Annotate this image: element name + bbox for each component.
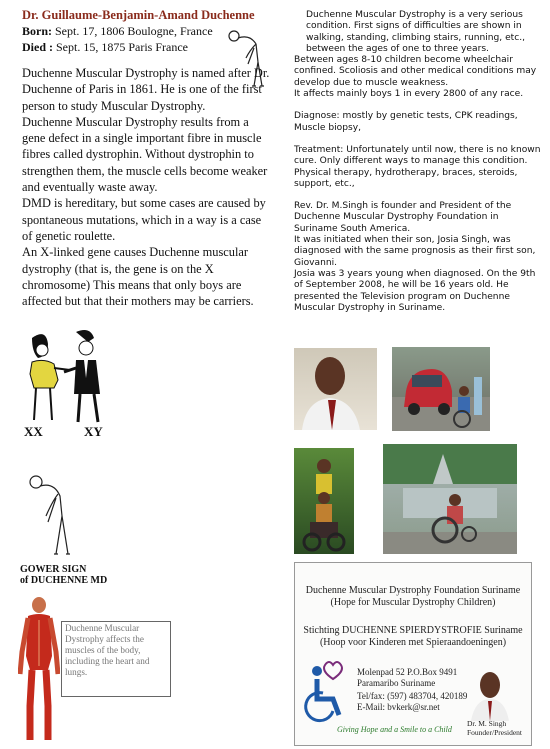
foundation-business-card: [294, 562, 532, 746]
initiated-paragraph: It was initiated when their son, Josia Singh, was diagnosed with the same prognosis as their first son, Giovanni.: [294, 235, 536, 268]
left-body-text: [22, 65, 270, 309]
card-address1: Molenpad 52 P.O.Box 9491: [357, 667, 458, 677]
founder-paragraph: Rev. Dr. M.Singh is founder and President of the Duchenne Muscular Dystrophy Foundation in Suriname South America.: [294, 201, 512, 234]
card-line3: Stichting DUCHENNE SPIERDYSTROFIE Suriname: [303, 625, 523, 636]
born-label: Born:: [22, 24, 52, 38]
intro-paragraph: Duchenne Muscular Dystrophy is a very serious condition. First signs of difficulties are shown in walking, standing, climbing stairs, running, etc., between the ages of one to three years.: [306, 10, 526, 54]
gower-line2: of DUCHENNE MD: [20, 575, 108, 586]
page-title: Dr. Guillaume-Benjamin-Amand Duchenne: [22, 8, 255, 22]
couple-illustration: [18, 328, 110, 424]
photo-boy-garden: [294, 448, 354, 554]
card-email: E-Mail: bvkerk@sr.net: [357, 702, 440, 712]
founder-photo: [469, 667, 511, 721]
wheelchair-heart-logo-icon: [303, 659, 351, 729]
card-line1: Duchenne Muscular Dystrophy Foundation Suriname: [305, 585, 521, 596]
photo-portrait: [294, 348, 377, 430]
card-line4: (Hoop voor Kinderen met Spieraandoeningen): [319, 637, 507, 648]
muscle-caption-box: Duchenne Muscular Dystrophy affects the muscles of the body, including the heart and lungs.: [61, 621, 171, 697]
gower-figure-bottom-icon: [26, 472, 74, 558]
photo-fountain-wheelchair: [383, 444, 517, 554]
born-value: Sept. 17, 1806 Boulogne, France: [55, 24, 213, 38]
female-chromosome-label: XX: [24, 424, 43, 439]
right-column-text: [294, 10, 542, 314]
wheelchair-paragraph: Between ages 8-10 children become wheelchair confined. Scoliosis and other medical conditions may develop due to muscle weakness.: [294, 55, 537, 88]
left-paragraph: Duchenne Muscular Dystrophy results from a gene defect in a single important fibre in muscle fibres called dystrophin. Without dystrophin to strengthen them, the muscle cells become weaker and eventually waste away.: [22, 114, 268, 195]
card-slogan: Giving Hope and a Smile to a Child: [337, 725, 452, 734]
male-chromosome-label: XY: [84, 424, 103, 439]
prevalence-paragraph: It affects mainly boys 1 in every 2800 of any race.: [294, 89, 524, 100]
died-label: Died :: [22, 40, 53, 54]
photo-car-wheelchair: [392, 347, 490, 431]
card-address2: Paramaribo Suriname: [357, 678, 436, 688]
died-line: [22, 40, 188, 55]
treatment-paragraph: Treatment: Unfortunately until now, there is no known cure. Only different ways to manage this condition. Physical therapy, hydrotherapy, braces, steroids, support, etc.,: [294, 144, 541, 189]
card-signer: [467, 719, 522, 737]
card-phone: Tel/fax: (597) 483704, 420189: [357, 691, 468, 701]
muscle-anatomy-figure: [18, 596, 60, 744]
josia-paragraph: Josia was 3 years young when diagnosed. On the 9th of September 2008, he will be 16 years old. He presented the Television program on Duchenne Muscular Dystrophy in Suriname.: [294, 268, 536, 313]
died-value: Sept. 15, 1875 Paris France: [56, 40, 188, 54]
card-signer-name: Dr. M. Singh: [467, 719, 507, 728]
born-line: [22, 24, 213, 39]
gower-line1: GOWER SIGN: [20, 564, 87, 575]
gower-sign-caption: [20, 564, 107, 586]
left-paragraph: An X-linked gene causes Duchenne muscular dystrophy (that is, the gene is on the X chromosome) This means that only boys are affected but that their mothers may be carriers.: [22, 245, 254, 309]
card-line2: (Hope for Muscular Dystrophy Children): [330, 597, 496, 608]
diagnose-paragraph: Diagnose: mostly by genetic tests, CPK readings, Muscle biopsy,: [294, 111, 518, 133]
left-paragraph: Duchenne Muscular Dystrophy is named after Dr. Duchenne of Paris in 1861. He is one of the first person to study Muscular Dystrophy.: [22, 66, 270, 113]
card-signer-title: Founder/President: [467, 728, 522, 737]
left-paragraph: DMD is hereditary, but some cases are caused by spontaneous mutations, which in a way is a case of genetic roulette.: [22, 196, 266, 243]
